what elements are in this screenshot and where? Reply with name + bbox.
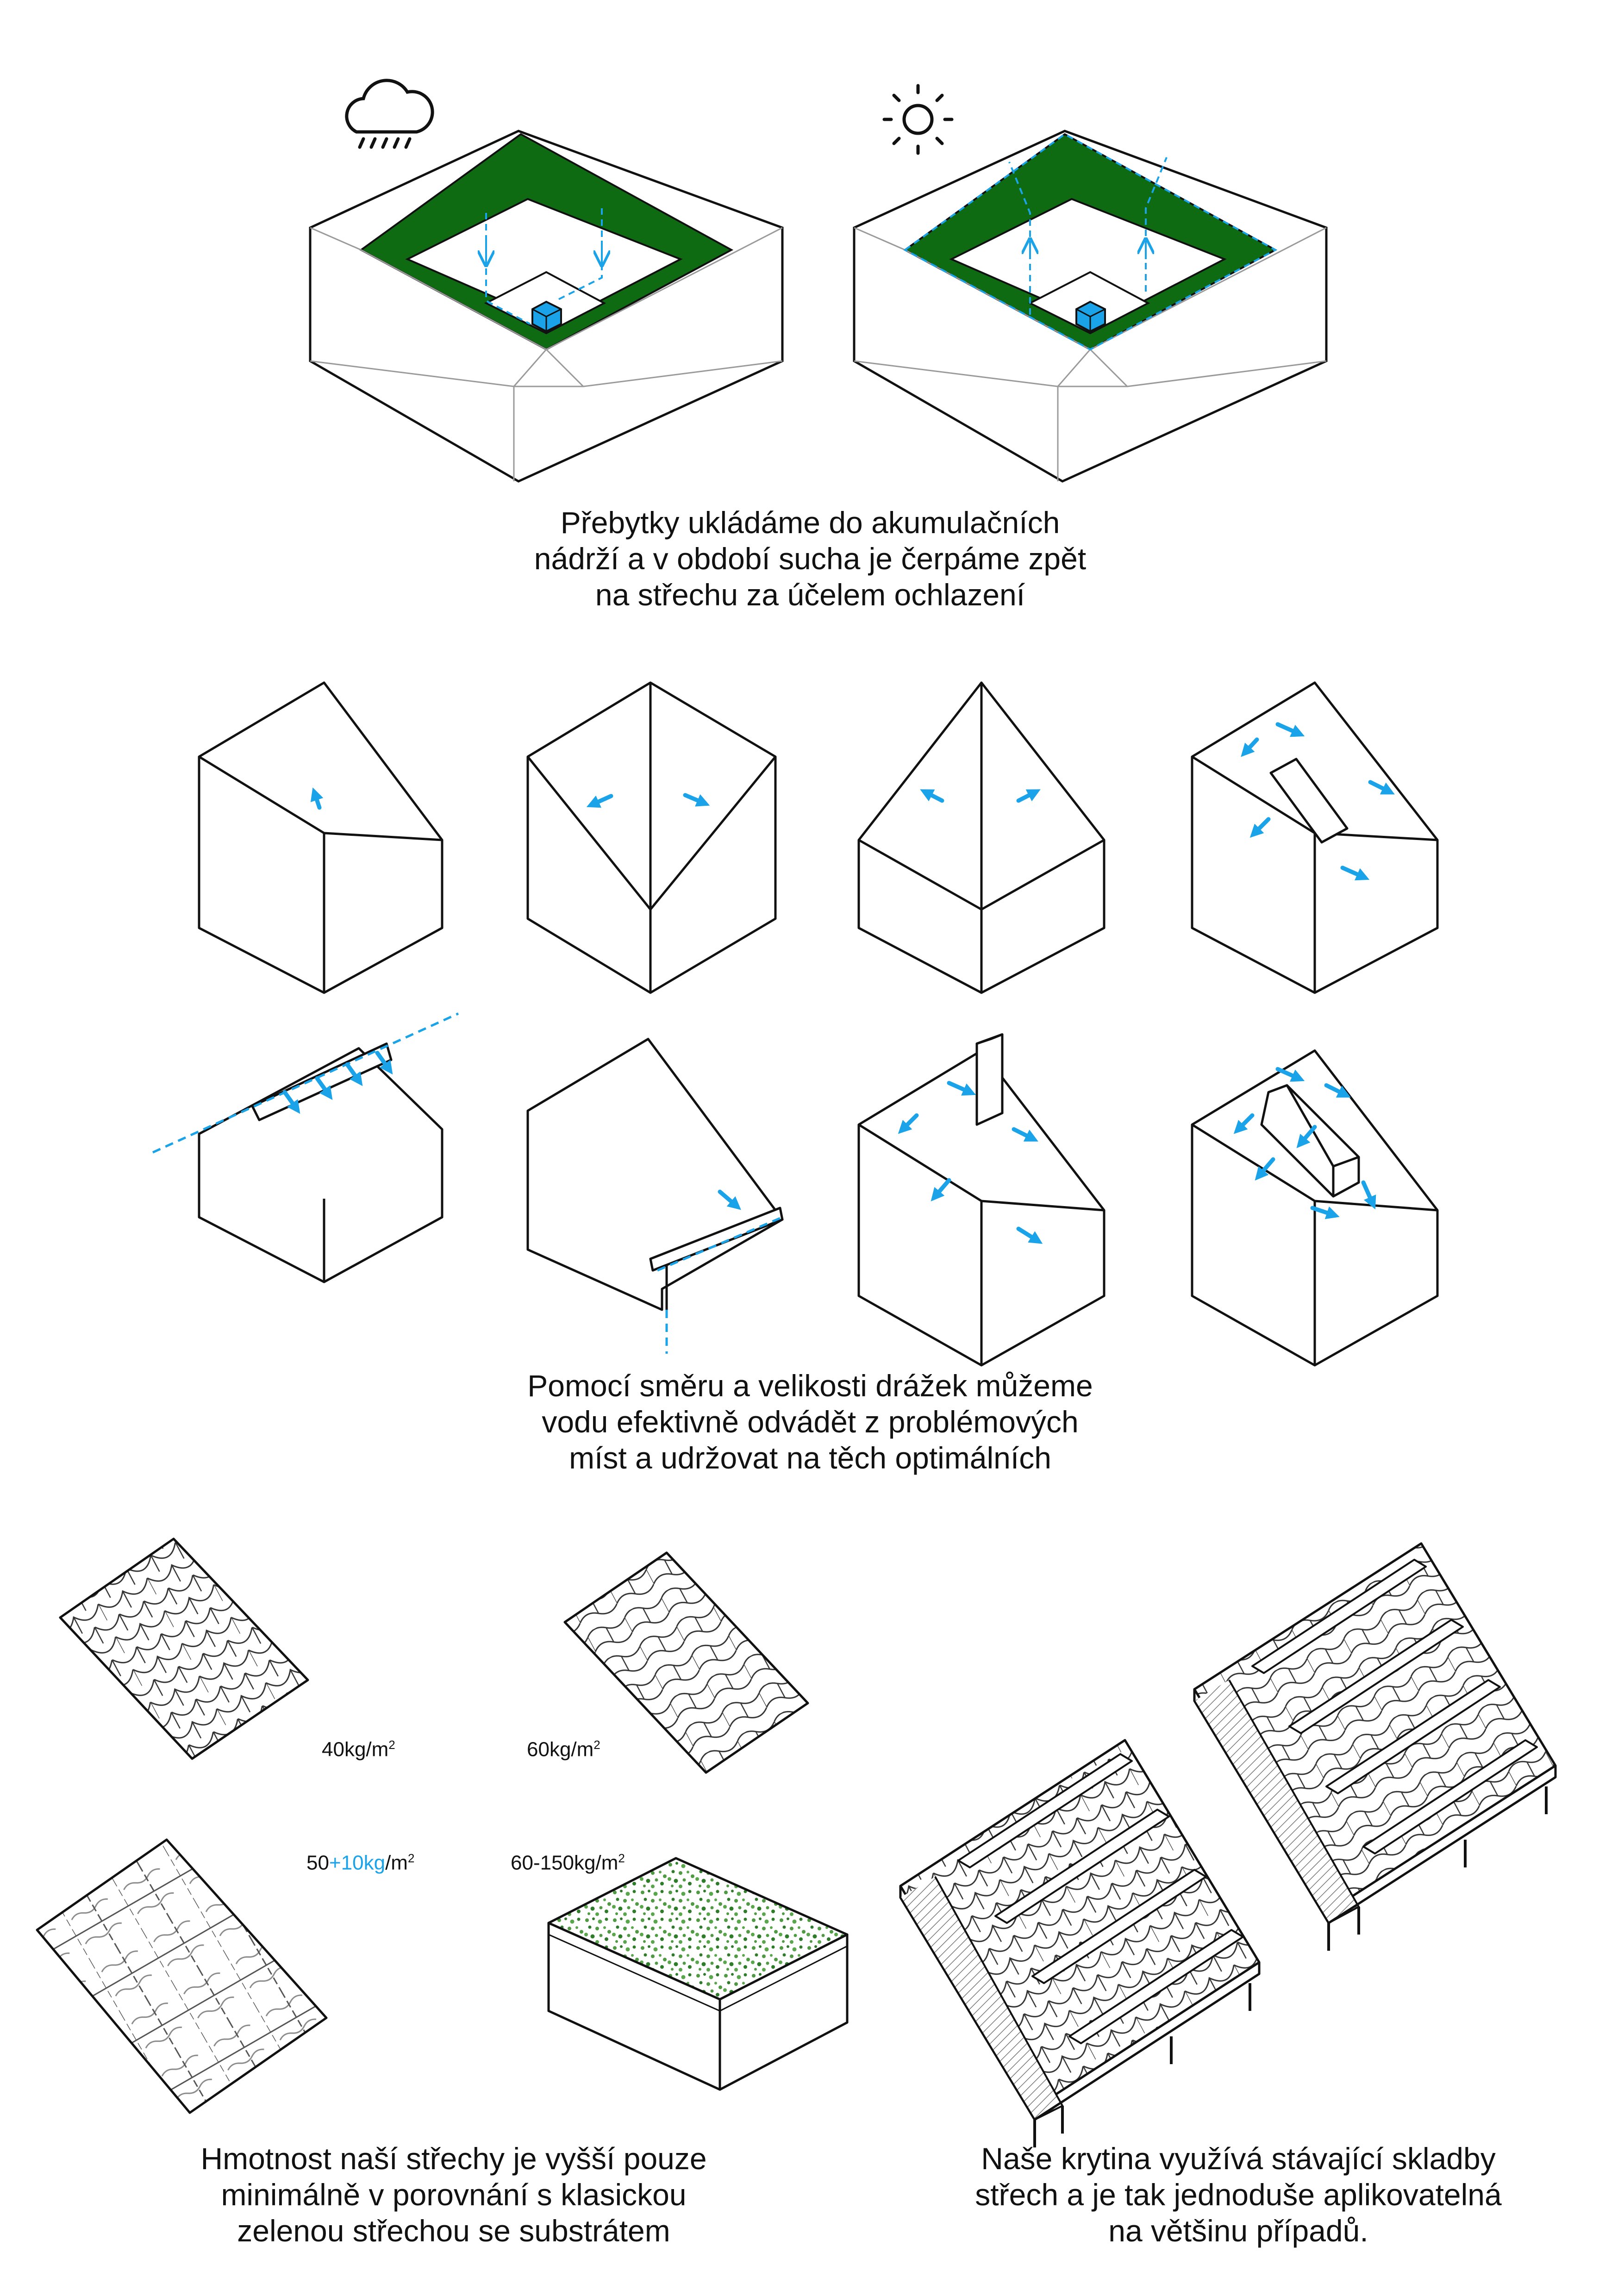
weight-green-roof: $60-150kg/m^2$ xyxy=(511,1851,625,1874)
roof-row-2 xyxy=(199,1034,1437,1365)
tank-icon xyxy=(1076,302,1105,331)
caption-weight: Hmotnost naší střechy je vyšší pouze minimálně v porovnání s klasickou zelenou střechou se substrátem xyxy=(200,2141,707,2248)
green-roof-sample xyxy=(549,1858,847,2090)
storage-building-sun xyxy=(854,131,1326,481)
application-section-left xyxy=(900,1740,1259,2147)
roof-mono-pitch xyxy=(199,683,442,993)
weight-beaver-tail: $40kg/m^2$ xyxy=(322,1738,395,1761)
tank-icon xyxy=(532,302,561,331)
roof-ridge xyxy=(199,1044,442,1282)
weight-pantile: $60kg/m^2$ xyxy=(527,1738,600,1761)
caption-application: Naše krytina využívá stávající skladby střech a je tak jednoduše aplikovatelná na většinu případů. xyxy=(975,2141,1502,2248)
application-section-right xyxy=(1194,1543,1555,1951)
storage-building-rain xyxy=(310,131,782,481)
roof-gable xyxy=(528,683,775,993)
roof-chimney xyxy=(859,1034,1104,1365)
tile-pantile xyxy=(565,1553,808,1773)
roof-gutter xyxy=(528,1039,782,1310)
tile-our-roof xyxy=(37,1840,326,2113)
rain-cloud-icon xyxy=(347,81,432,147)
weight-our-roof: $50+10kg/m^2$ xyxy=(306,1851,415,1874)
roof-pyramid xyxy=(859,683,1104,993)
tile-beaver-tail xyxy=(60,1539,308,1759)
caption-storage: Přebytky ukládáme do akumulačních nádrží a v období sucha je čerpáme zpět na střechu za účelem ochlazení xyxy=(534,505,1087,612)
sun-icon xyxy=(884,86,952,153)
chimney-icon xyxy=(977,1034,1002,1125)
roof-row-1 xyxy=(199,683,1437,993)
roof-skylight xyxy=(1192,683,1437,993)
materials xyxy=(37,1539,847,2113)
caption-grooves: Pomocí směru a velikosti drážek můžeme vodu efektivně odvádět z problémových míst a udržovat na těch optimálních xyxy=(527,1369,1093,1475)
